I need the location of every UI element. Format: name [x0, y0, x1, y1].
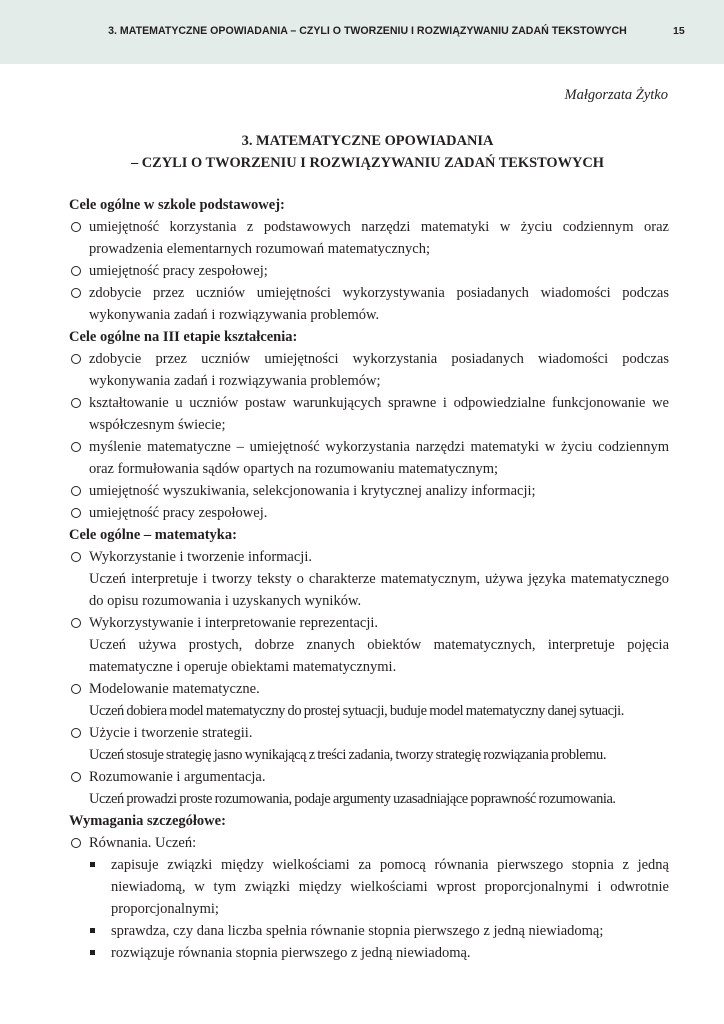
page-number: 15 [673, 25, 685, 37]
section-heading-general-goals-stage-three: Cele ogólne na III etapie kształcenia: [69, 329, 298, 345]
goal-description: Uczeń stosuje strategię jasno wynikającą z treści zadania, tworzy strategię rozwiązania problemu. [89, 747, 607, 763]
author-name: Małgorzata Żytko [564, 87, 668, 103]
running-header [0, 0, 724, 64]
section-heading-general-goals-primary: Cele ogólne w szkole podstawowej: [69, 197, 285, 213]
list-item [69, 436, 669, 480]
circle-bullet-icon [71, 684, 81, 694]
goal-title: Użycie i tworzenie strategii. [89, 725, 253, 741]
list-item [69, 260, 669, 282]
circle-bullet-icon [71, 618, 81, 628]
list-item [69, 546, 669, 612]
goal-title: Wykorzystywanie i interpretowanie reprezentacji. [89, 615, 378, 631]
section-heading-detailed-requirements: Wymagania szczegółowe: [69, 813, 226, 829]
circle-bullet-icon [71, 486, 81, 496]
chapter-title [0, 130, 724, 174]
circle-bullet-icon [71, 552, 81, 562]
list-item [69, 722, 669, 766]
goal-description: Uczeń prowadzi proste rozumowania, podaje argumenty uzasadniające poprawność rozumowania. [89, 791, 616, 807]
section-heading-general-goals-math: Cele ogólne – matematyka: [69, 527, 237, 543]
list-item [69, 348, 669, 392]
list-item [69, 216, 669, 260]
sub-list-item [69, 942, 669, 964]
circle-bullet-icon [71, 442, 81, 452]
chapter-title-line-1: 3. MATEMATYCZNE OPOWIADANIA [241, 133, 494, 149]
list-item [69, 392, 669, 436]
goal-title: Modelowanie matematyczne. [89, 681, 260, 697]
list-item-text: zdobycie przez uczniów umiejętności wykorzystywania posiadanych wiadomości podczas wykonywania zadań i rozwiązywania problemów. [89, 285, 669, 323]
sub-list-item-text: zapisuje związki między wielkościami za pomocą równania pierwszego stopnia z jedną niewiadomą, w tym związki między wielkościami wprost proporcjonalnymi i odwrotnie proporcjonalnymi; [111, 857, 669, 917]
circle-bullet-icon [71, 398, 81, 408]
circle-bullet-icon [71, 288, 81, 298]
circle-bullet-icon [71, 354, 81, 364]
goal-description: Uczeń używa prostych, dobrze znanych obiektów matematycznych, interpretuje pojęcia matematyczne i operuje obiektami matematycznymi. [89, 637, 669, 675]
list-item [69, 678, 669, 722]
chapter-title-line-2: – CZYLI O TWORZENIU I ROZWIĄZYWANIU ZADAŃ TEKSTOWYCH [131, 155, 604, 171]
circle-bullet-icon [71, 728, 81, 738]
list-item-text: kształtowanie u uczniów postaw warunkujących sprawne i odpowiedzialne funkcjonowanie we współczesnym świecie; [89, 395, 669, 433]
goal-title: Rozumowanie i argumentacja. [89, 769, 266, 785]
list-item-text: zdobycie przez uczniów umiejętności wykorzystania posiadanych wiadomości podczas wykonywania zadań i rozwiązywania problemów; [89, 351, 669, 389]
list-item-text: umiejętność korzystania z podstawowych narzędzi matematyki w życiu codziennym oraz prowadzenia elementarnych rozumowań matematycznych; [89, 219, 669, 257]
goal-title: Wykorzystanie i tworzenie informacji. [89, 549, 312, 565]
list-item-text: myślenie matematyczne – umiejętność wykorzystania narzędzi matematyki w życiu codziennym oraz formułowania sądów opartych na rozumowaniu matematycznym; [89, 439, 669, 477]
running-header-title: 3. MATEMATYCZNE OPOWIADANIA – CZYLI O TWORZENIU I ROZWIĄZYWANIU ZADAŃ TEKSTOWYCH [108, 25, 627, 37]
list-item [69, 480, 669, 502]
page-body [69, 194, 669, 964]
square-bullet-icon [90, 928, 95, 933]
circle-bullet-icon [71, 508, 81, 518]
list-item-text: umiejętność wyszukiwania, selekcjonowania i krytycznej analizy informacji; [89, 483, 536, 499]
list-item [69, 502, 669, 524]
list-item [69, 832, 669, 854]
list-item [69, 612, 669, 678]
goal-description: Uczeń interpretuje i tworzy teksty o charakterze matematycznym, używa języka matematycznego do opisu rozumowania i uzyskanych wyników. [89, 571, 669, 609]
list-item [69, 766, 669, 810]
goal-description: Uczeń dobiera model matematyczny do prostej sytuacji, buduje model matematyczny danej sytuacji. [89, 703, 624, 719]
square-bullet-icon [90, 862, 95, 867]
sub-list-item [69, 854, 669, 920]
circle-bullet-icon [71, 266, 81, 276]
list-item-text: umiejętność pracy zespołowej. [89, 505, 268, 521]
sub-list-item-text: rozwiązuje równania stopnia pierwszego z jedną niewiadomą. [111, 945, 471, 961]
list-item [69, 282, 669, 326]
sub-list-item [69, 920, 669, 942]
list-item-text: umiejętność pracy zespołowej; [89, 263, 268, 279]
sub-list-item-text: sprawdza, czy dana liczba spełnia równanie stopnia pierwszego z jedną niewiadomą; [111, 923, 604, 939]
square-bullet-icon [90, 950, 95, 955]
requirement-title: Równania. Uczeń: [89, 835, 197, 851]
circle-bullet-icon [71, 772, 81, 782]
circle-bullet-icon [71, 222, 81, 232]
circle-bullet-icon [71, 838, 81, 848]
